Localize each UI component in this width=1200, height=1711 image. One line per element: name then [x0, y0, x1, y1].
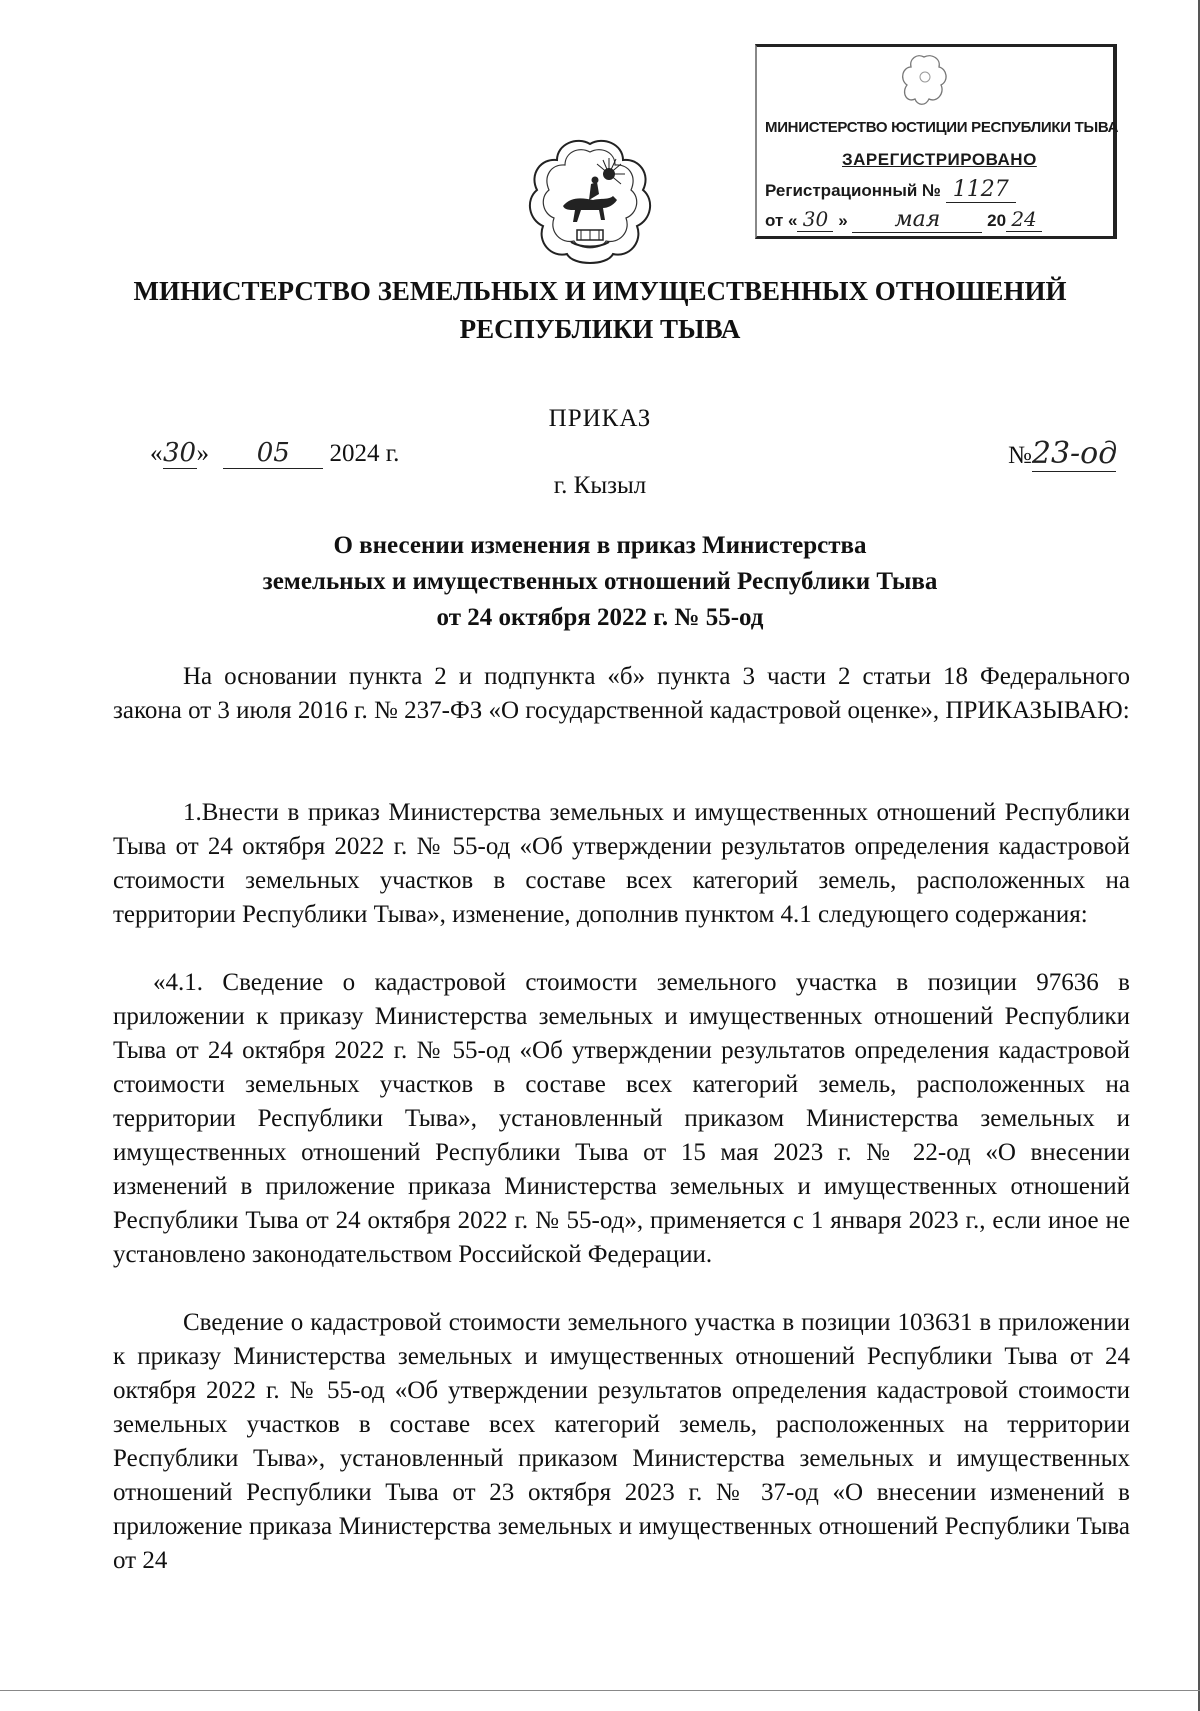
item-1-text: Внести в приказ Министерства земельных и имущественных отношений Республики Тыва от 24 октября 2022 г. № 55-од «Об утверждении результатов определения кадастровой стоимости земельных участков в составе всех категорий земель, расположенных на территории Республики Тыва», изменение, дополнив пунктом 4.1 следующего содержания: — [113, 799, 1130, 928]
clause-4-1-paragraph: «4.1. Сведение о кадастровой стоимости земельного участка в позиции 97636 в приложении к приказу Министерства земельных и имущественных отношений Республики Тыва от 24 октября 2022 г. № 55-од «Об утверждении результатов определения кадастровой стоимости земельных участков в составе всех категорий земель, расположенных на территории Республики Тыва», установленный приказом Министерства земельных и имущественных отношений Республики Тыва от 15 мая 2023 г. № 22-од «О внесении изменений в приложение приказа Министерства земельных и имущественных отношений Республики Тыва от 24 октября 2022 г. № 55-од», применяется с 1 января 2023 г., если иное не установлено законодательством Российской Федерации. — [113, 969, 1130, 1268]
title-line2: земельных и имущественных отношений Республики Тыва — [262, 568, 938, 595]
scan-edge-bottom — [0, 1690, 1200, 1691]
stamp-date-day: 30 — [797, 207, 833, 232]
date-open-quote: « — [150, 440, 163, 467]
stamp-date-month: мая — [852, 207, 982, 233]
title-line3: от 24 октября 2022 г. № 55-од — [436, 604, 764, 631]
number-value: 23-од — [1031, 436, 1118, 471]
org-name-line1: МИНИСТЕРСТВО ЗЕМЕЛЬНЫХ И ИМУЩЕСТВЕННЫХ ОТНОШЕНИЙ — [133, 276, 1067, 306]
stamp-date-mid: » — [838, 211, 848, 230]
clause-second-paragraph: Сведение о кадастровой стоимости земельного участка в позиции 103631 в приложении к приказу Министерства земельных и имущественных отношений Республики Тыва от 24 октября 2022 г. № 55-од «Об утверждении результатов определения кадастровой стоимости земельных участков в составе всех категорий земель, расположенных на территории Республики Тыва», установленный приказом Министерства земельных и имущественных отношений Республики Тыва от 23 октября 2023 г. № 37-од «О внесении изменений в приложение приказа Министерства земельных и имущественных отношений Республики Тыва от 24 — [113, 1309, 1130, 1574]
stamp-regno-label: Регистрационный № — [765, 181, 941, 200]
document-type: ПРИКАЗ — [548, 405, 652, 432]
date-close-quote: » — [196, 440, 209, 467]
stamp-registration-number — [765, 177, 1016, 203]
item-1-number: 1. — [183, 799, 202, 826]
stamp-date-prefix: от « — [765, 211, 798, 230]
organization-name — [60, 272, 1140, 348]
number-prefix: № — [1008, 442, 1032, 469]
stamp-date-year-prefix: 20 — [987, 211, 1007, 230]
order-date — [150, 438, 399, 469]
date-day: 30 — [162, 438, 197, 468]
stamp-registered-label: ЗАРЕГИСТРИРОВАНО — [842, 150, 1037, 169]
stamp-ministry-line: МИНИСТЕРСТВО ЮСТИЦИИ РЕСПУБЛИКИ ТЫВА — [765, 119, 1119, 136]
order-title — [120, 528, 1080, 636]
date-year: 2024 г. — [329, 440, 400, 467]
order-number — [1008, 436, 1116, 472]
date-month: 05 — [223, 438, 323, 469]
stamp-emblem-icon — [899, 53, 949, 109]
tuva-coat-of-arms-icon — [527, 138, 653, 268]
org-name-line2: РЕСПУБЛИКИ ТЫВА — [459, 314, 741, 344]
item-1-paragraph — [113, 796, 1130, 932]
title-line1: О внесении изменения в приказ Министерства — [333, 532, 867, 559]
city: г. Кызыл — [553, 472, 647, 499]
stamp-date — [765, 207, 1042, 233]
preamble-paragraph: На основании пункта 2 и подпункта «б» пункта 3 части 2 статьи 18 Федерального закона от 3 июля 2016 г. № 237-ФЗ «О государственной кадастровой оценке», ПРИКАЗЫВАЮ: — [113, 663, 1130, 724]
stamp-regno-value: 1127 — [946, 177, 1016, 203]
registration-stamp — [755, 44, 1117, 239]
stamp-date-year: 24 — [1006, 207, 1042, 232]
